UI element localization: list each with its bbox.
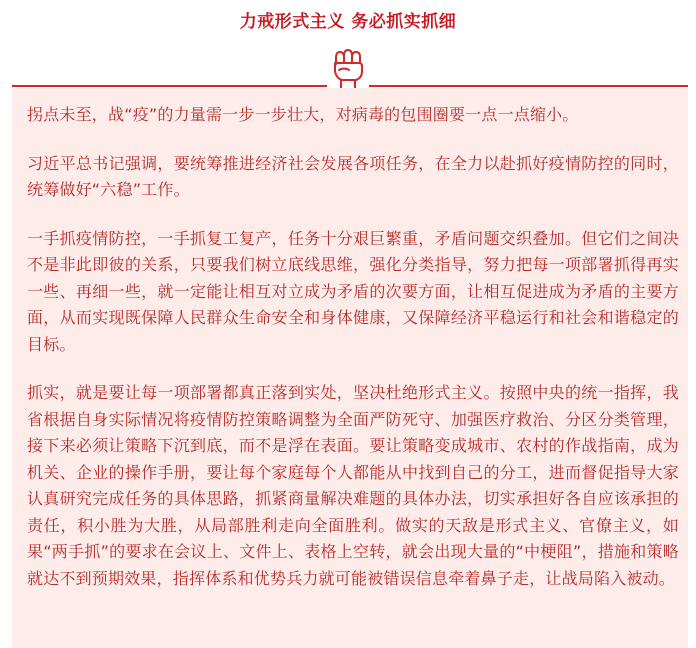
paragraph: 抓实，就是要让每一项部署都真正落到实处，坚决杜绝形式主义。按照中央的统一指挥，我省根据自身实际情况将疫情防控策略调整为全面严防死守、加强医疗救治、分区分类管理，接下来必须让策略下沉到底，而不是浮在表面。要让策略变成城市、农村的作战指南，成为机关、企业的操作手册，要让每个家庭每个人都能从中找到自己的分工，进而督促指导大家认真研究完成任务的具体思路，抓紧商量解决难题的具体办法，切实承担好各自应该承担的责任，积小胜为大胜，从局部胜利走向全面胜利。做实的天敌是形式主义、官僚主义，如果“两手抓”的要求在会议上、文件上、表格上空转，就会出现大量的“中梗阻”，措施和策略就达不到预期效果，指挥体系和优势兵力就可能被错误信息牵着鼻子走，让战局陷入被动。	[27, 383, 679, 588]
article-title: 力戒形式主义 务必抓实抓细	[239, 12, 457, 32]
article-body	[27, 102, 679, 592]
paragraph: 习近平总书记强调，要统筹推进经济社会发展各项任务，在全力以赴抓好疫情防控的同时，统筹做好“六稳”工作。	[27, 153, 679, 199]
paragraph: 拐点未至，战“疫”的力量需一步一步壮大，对病毒的包围圈要一点一点缩小。	[27, 105, 579, 124]
paragraph: 一手抓疫情防控，一手抓复工复产，任务十分艰巨繁重，矛盾问题交织叠加。但它们之间决不是非此即彼的关系，只要我们树立底线思维，强化分类指导，努力把每一项部署抓得再实一些、再细一些，就一定能让相互对立成为矛盾的次要方面，让相互促进成为矛盾的主要方面，从而实现既保障人民群众生命安全和身体健康，又保障经济平稳运行和社会和谐稳定的目标。	[27, 228, 679, 354]
raised-fist-icon	[327, 43, 369, 91]
